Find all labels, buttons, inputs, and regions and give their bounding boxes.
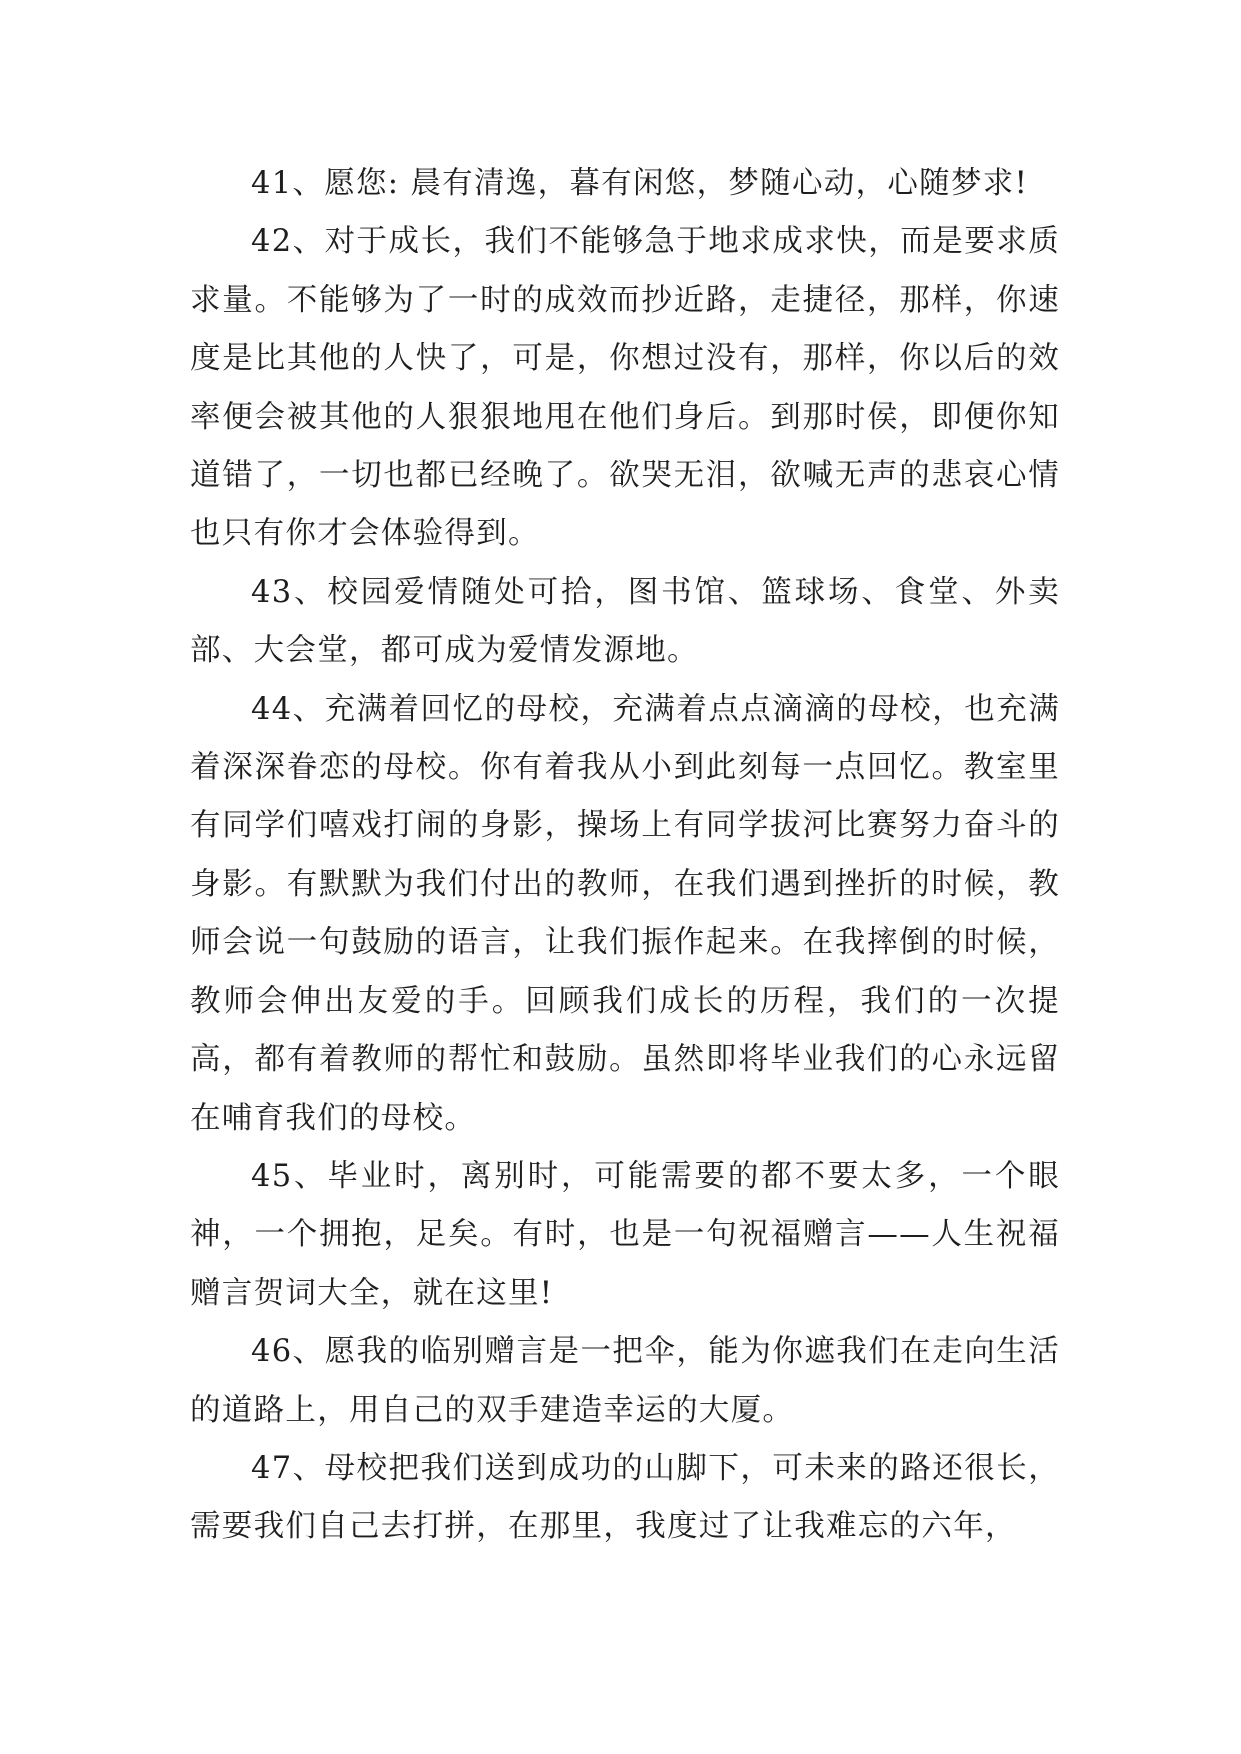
paragraph-41: 41、愿您: 晨有清逸，暮有闲悠，梦随心动，心随梦求! — [251, 166, 1029, 201]
paragraph-45: 45、毕业时，离别时，可能需要的都不要太多，一个眼神，一个拥抱，足矣。有时，也是一句祝福赠言——人生祝福赠言贺词大全，就在这里! — [190, 1158, 1060, 1311]
paragraph-46: 46、愿我的临别赠言是一把伞，能为你遮我们在走向生活的道路上，用自己的双手建造幸运的大厦。 — [190, 1334, 1060, 1428]
paragraph-42: 42、对于成长，我们不能够急于地求成求快，而是要求质求量。不能够为了一时的成效而抄近路，走捷径，那样，你速度是比其他的人快了，可是，你想过没有，那样，你以后的效率便会被其他的人狠狠地甩在他们身后。到那时侯，即便你知道错了，一切也都已经晚了。欲哭无泪，欲喊无声的悲哀心情也只有你才会体验得到。 — [190, 224, 1060, 552]
paragraph-47: 47、母校把我们送到成功的山脚下，可未来的路还很长，需要我们自己去打拼，在那里，我度过了让我难忘的六年， — [190, 1450, 1060, 1545]
paragraph-43: 43、校园爱情随处可拾，图书馆、篮球场、食堂、外卖部、大会堂，都可成为爱情发源地。 — [190, 574, 1060, 669]
document-body — [190, 155, 1060, 1557]
paragraph-44: 44、充满着回忆的母校，充满着点点滴滴的母校，也充满着深深眷恋的母校。你有着我从小到此刻每一点回忆。教室里有同学们嘻戏打闹的身影，操场上有同学拔河比赛努力奋斗的身影。有默默为我们付出的教师，在我们遇到挫折的时候，教师会说一句鼓励的语言，让我们振作起来。在我摔倒的时候，教师会伸出友爱的手。回顾我们成长的历程，我们的一次提高，都有着教师的帮忙和鼓励。虽然即将毕业我们的心永远留在哺育我们的母校。 — [190, 691, 1060, 1136]
